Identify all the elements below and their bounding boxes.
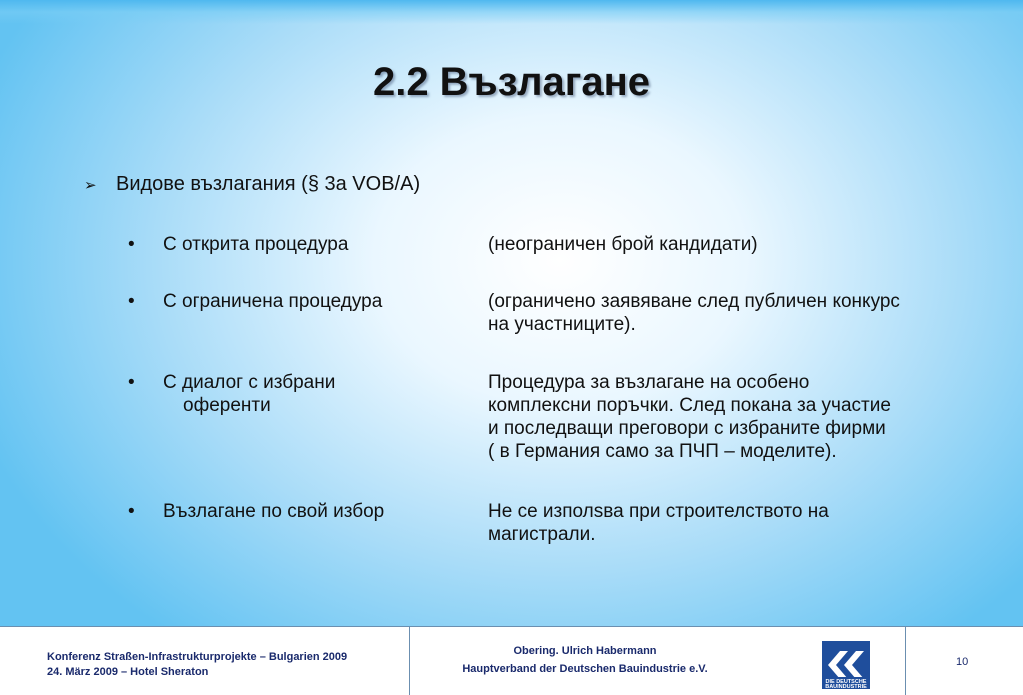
item-label-line: С открита процедура (163, 234, 349, 255)
item-label-line: Възлагане по свой избор (163, 501, 385, 522)
item-description (488, 500, 988, 546)
item-description-line: на участниците). (488, 314, 636, 335)
conference-line-2: 24. März 2009 – Hotel Sheraton (47, 666, 209, 678)
item-label (163, 371, 463, 417)
item-description (488, 290, 988, 336)
arrow-bullet-icon: ➢ (84, 177, 97, 194)
organization-name: Hauptverband der Deutschen Bauindustrie e.V. (462, 663, 708, 675)
footer-page-cell (906, 627, 1023, 695)
item-description-line: и последващи преговори с избраните фирми (488, 418, 886, 439)
item-label (163, 233, 463, 256)
item-label (163, 500, 463, 523)
footer-speaker-cell (410, 627, 800, 695)
speaker-name: Obering. Ulrich Habermann (513, 645, 657, 657)
bullet: • (128, 372, 135, 393)
item-description-line: Процедура за възлагане на особено (488, 372, 810, 393)
item-label-line: С диалог с избрани (163, 372, 336, 393)
bullet: • (128, 291, 135, 312)
item-description-line: (неограничен брой кандидати) (488, 234, 758, 255)
item-description-line: магистрали. (488, 524, 596, 545)
logo-text-line-2: BAUINDUSTRIE (825, 684, 867, 689)
page-number: 10 (956, 656, 969, 668)
item-description-line: ( в Германия само за ПЧП – моделите). (488, 441, 837, 462)
conference-line-1: Konferenz Straßen-Infrastrukturprojekte – Bulgarien 2009 (47, 651, 348, 663)
item-description-line: комплексни поръчки. След покана за участие (488, 395, 891, 416)
item-label (163, 290, 463, 313)
top-shine (0, 0, 1023, 24)
lead-line (84, 173, 420, 196)
bullet: • (128, 501, 135, 522)
item-description (488, 371, 988, 463)
item-label-line: С ограничена процедура (163, 291, 383, 312)
item-description-line: (ограничено заявяване след публичен конкурс (488, 291, 900, 312)
bauindustrie-logo-icon (822, 641, 870, 689)
lead-text: Видове възлагания (§ 3a VOB/A) (116, 173, 421, 195)
bauindustrie-logo (822, 641, 870, 689)
footer (0, 626, 1023, 695)
item-description (488, 233, 988, 256)
logo-text-line-1: DIE DEUTSCHE (825, 679, 867, 685)
item-label-line: оференти (183, 395, 271, 416)
slide-title: 2.2 Възлагане (372, 60, 651, 104)
item-description-line: Не се изполѕва при строителството на (488, 501, 829, 522)
bullet: • (128, 234, 135, 255)
footer-logo-cell (800, 627, 906, 695)
footer-conference-cell (0, 627, 410, 695)
